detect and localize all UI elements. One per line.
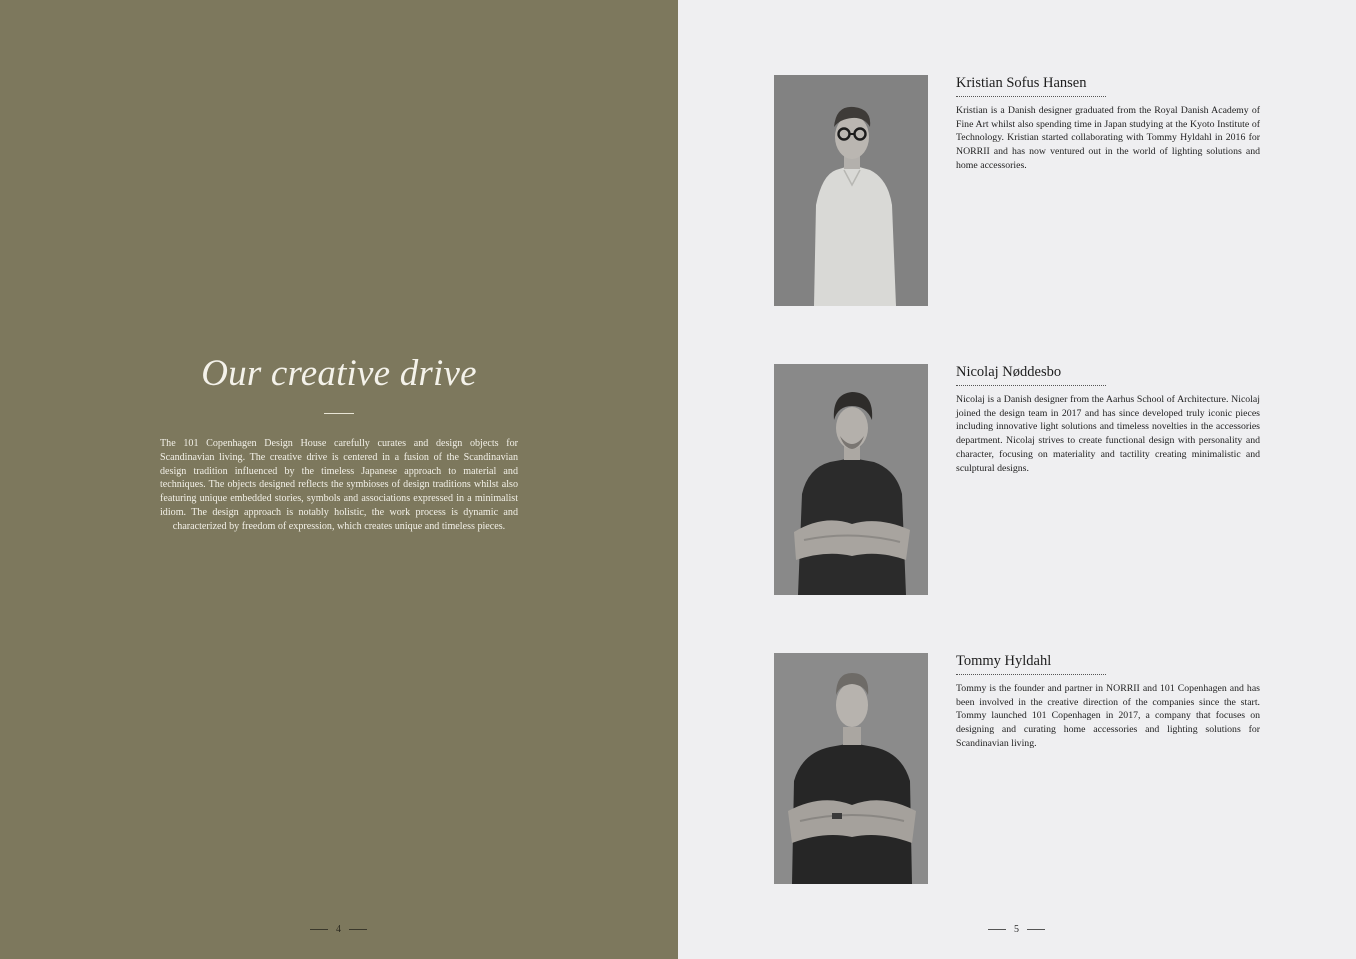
designer-name: Tommy Hyldahl [956, 653, 1106, 675]
page-number-dash [988, 929, 1006, 930]
page-number-label: 4 [336, 923, 341, 935]
page-number-dash [310, 929, 328, 930]
designer-portrait-photo [774, 653, 928, 884]
designer-name: Kristian Sofus Hansen [956, 75, 1106, 97]
page-number-left [310, 922, 367, 936]
page-number-right [988, 922, 1045, 936]
designer-portrait-photo [774, 75, 928, 306]
designer-bio: Nicolaj is a Danish designer from the Aarhus School of Architecture. Nicolaj joined the design team in 2017 and has since developed truly iconic pieces including innovative light solutions and timeless novelties in the accessories department. Nicolaj strives to create functional design with personality and character, focusing on materiality and tactility creating minimalistic and sculptural designs. [956, 394, 1260, 474]
page-number-label: 5 [1014, 923, 1019, 935]
page-number-dash [1027, 929, 1045, 930]
designer-bio: Kristian is a Danish designer graduated from the Royal Danish Academy of Fine Art whilst also spending time in Japan studying at the Kyoto Institute of Technology. Kristian started collaborating with Tommy Hyldahl in 2016 for NORRII and has now ventured out in the world of lighting solutions and home accessories. [956, 105, 1260, 171]
designer-bio: Tommy is the founder and partner in NORRII and 101 Copenhagen and has been involved in the creative direction of the companies since the start. Tommy launched 101 Copenhagen in 2017, a company that focuses on designing and curating home accessories and lighting solutions for Scandinavian living. [956, 683, 1260, 749]
title-divider [324, 413, 354, 414]
designer-portrait-photo [774, 364, 928, 595]
page-number-dash [349, 929, 367, 930]
designer-name: Nicolaj Nøddesbo [956, 364, 1106, 386]
intro-paragraph: The 101 Copenhagen Design House carefully curates and design objects for Scandinavian living. The creative drive is centered in a fusion of the Scandinavian design tradition influenced by the timeless Japanese approach to material and techniques. The objects designed reflects the symbioses of design traditions whilst also featuring unique embedded stories, symbols and associations expressed in a minimalist idiom. The design approach is notably holistic, the work process is dynamic and characterized by freedom of expression, which creates unique and timeless pieces. [160, 438, 518, 532]
page-title: Our creative drive [201, 353, 477, 394]
